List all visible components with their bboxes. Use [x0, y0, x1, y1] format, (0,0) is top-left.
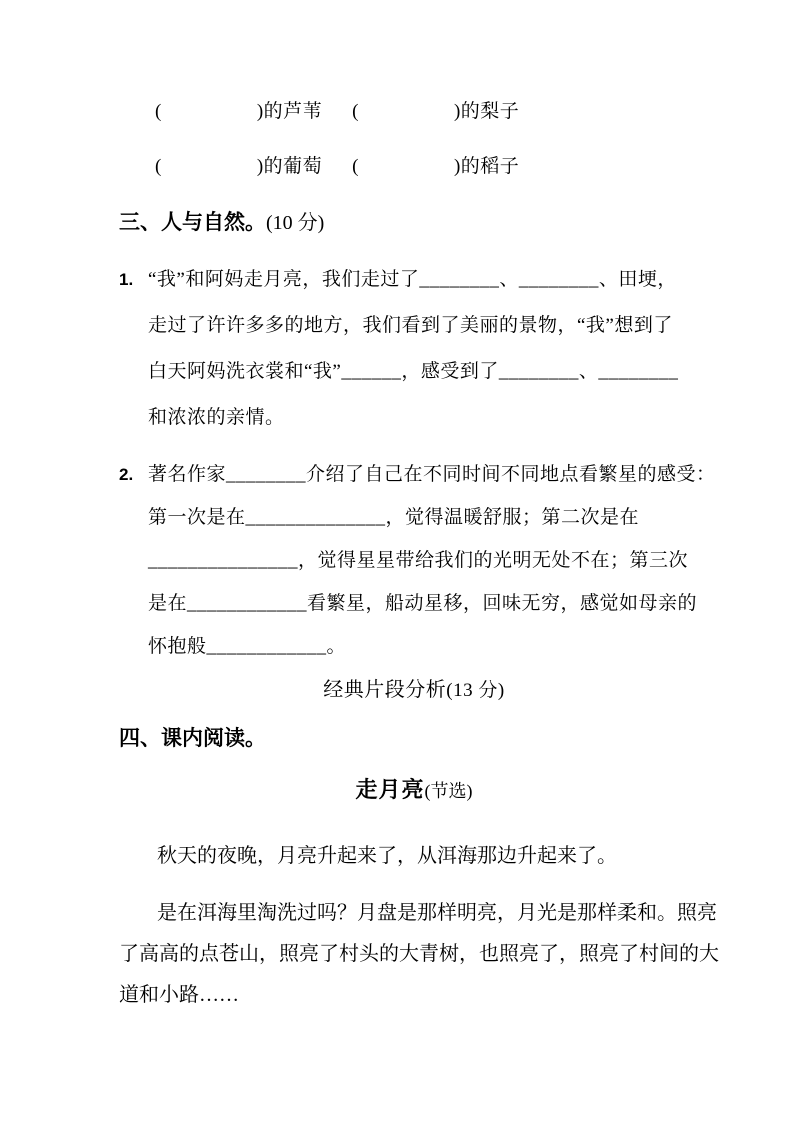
question-2 [119, 453, 716, 668]
question-line: _______________，觉得星星带给我们的光明无处不在；第三次 [148, 550, 689, 571]
question-line: 怀抱般____________。 [148, 636, 347, 657]
section-title: 四、课内阅读。 [119, 726, 266, 750]
question-line: 走过了许许多多的地方，我们看到了美丽的景物，“我”想到了 [148, 315, 673, 336]
passage-line: 道和小路…… [119, 984, 239, 1006]
open-paren: ( [352, 101, 359, 122]
part-heading-title: 经典片段分析 [323, 679, 447, 701]
word-pair [155, 152, 322, 182]
part-heading [119, 675, 709, 705]
pair-label: )的梨子 [453, 101, 520, 122]
question-line: 是在____________看繁星，船动星移，回味无穷，感觉如母亲的 [148, 593, 698, 614]
open-paren: ( [155, 101, 162, 122]
section-heading-3 [119, 207, 709, 237]
question-number: 1. [119, 270, 134, 289]
passage-line: 是在洱海里淘洗过吗？月盘是那样明亮，月光是那样柔和。照亮 [157, 902, 717, 924]
question-line: “我”和阿妈走月亮，我们走过了________、________、田埂， [148, 269, 677, 290]
open-paren: ( [155, 156, 162, 177]
part-heading-score: (13 分) [446, 680, 505, 701]
question-line: 第一次是在______________，觉得温暖舒服；第二次是在 [148, 507, 640, 528]
word-pair-row [155, 152, 709, 182]
section-heading-4 [119, 723, 709, 753]
word-pair [352, 152, 519, 182]
question-line: 白天阿妈洗衣裳和“我”______，感受到了________、________ [148, 361, 679, 382]
question-line: 和浓浓的亲情。 [148, 407, 285, 428]
passage-line: 秋天的夜晚，月亮升起来了，从洱海那边升起来了。 [157, 845, 617, 867]
question-body [148, 257, 709, 441]
passage-body [119, 836, 719, 1016]
word-pair-row [155, 97, 709, 127]
question-1 [119, 257, 709, 441]
passage-paragraph [119, 893, 719, 1016]
word-pair [155, 97, 322, 127]
pair-label: )的葡萄 [256, 156, 323, 177]
passage-title-suffix: (节选) [424, 781, 473, 801]
passage-paragraph [119, 836, 709, 877]
passage-title-text: 走月亮 [355, 777, 425, 802]
open-paren: ( [352, 156, 359, 177]
question-number: 2. [119, 465, 134, 484]
pair-label: )的稻子 [453, 156, 520, 177]
passage-title [119, 775, 709, 805]
section-title: 三、人与自然。 [119, 210, 266, 234]
section-score: (10 分) [266, 212, 325, 234]
pair-label: )的芦苇 [256, 101, 323, 122]
passage-line: 了高高的点苍山，照亮了村头的大青树，也照亮了，照亮了村间的大 [119, 943, 719, 965]
question-body [148, 453, 716, 668]
question-line: 著名作家________介绍了自己在不同时间不同地点看繁星的感受： [148, 464, 716, 485]
word-pair [352, 97, 519, 127]
